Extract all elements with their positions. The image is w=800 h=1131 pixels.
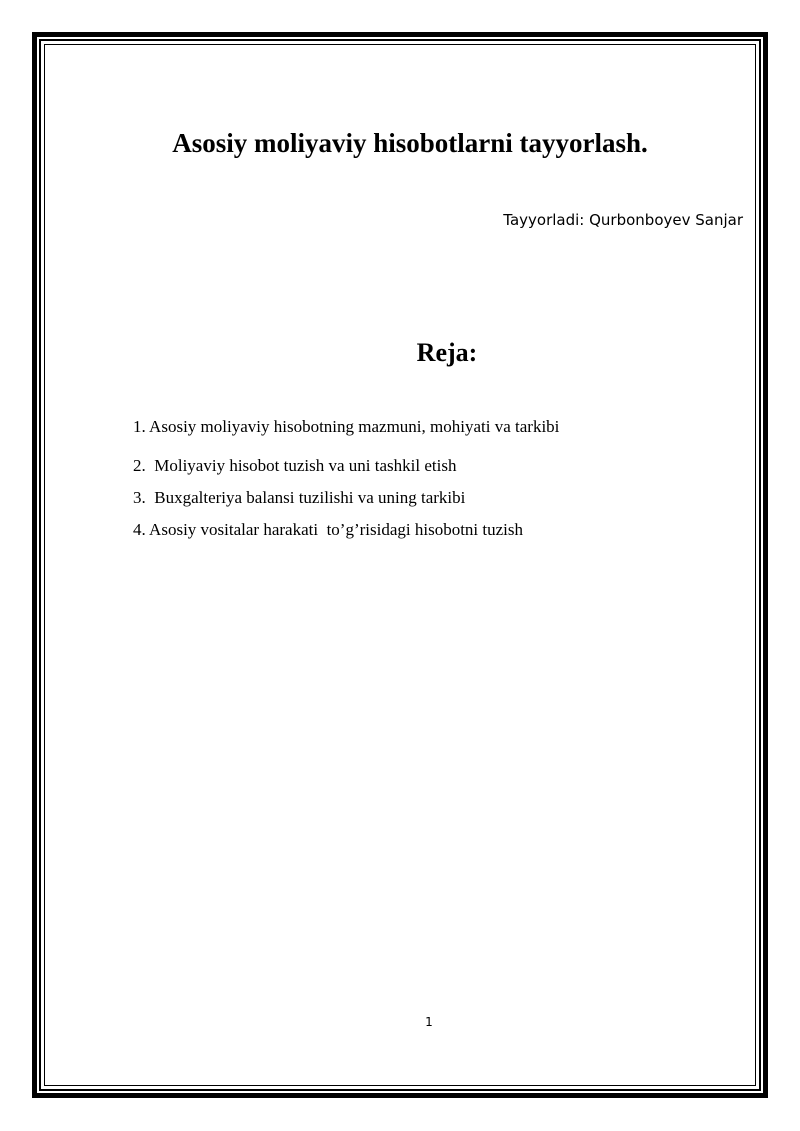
- plan-item: 4. Asosiy vositalar harakati to’g’risidagi hisobotni tuzish: [133, 520, 524, 539]
- page-number: 1: [425, 1015, 433, 1029]
- plan-item: 1. Asosiy moliyaviy hisobotning mazmuni, mohiyati va tarkibi: [133, 417, 560, 436]
- document-title: Asosiy moliyaviy hisobotlarni tayyorlash.: [172, 128, 648, 158]
- plan-item: 3. Buxgalteriya balansi tuzilishi va uning tarkibi: [133, 488, 466, 507]
- plan-item: 2. Moliyaviy hisobot tuzish va uni tashkil etish: [133, 456, 457, 475]
- page-border-inner: [44, 44, 756, 1086]
- plan-heading: Reja:: [416, 338, 478, 367]
- author-line: Tayyorladi: Qurbonboyev Sanjar: [503, 211, 743, 229]
